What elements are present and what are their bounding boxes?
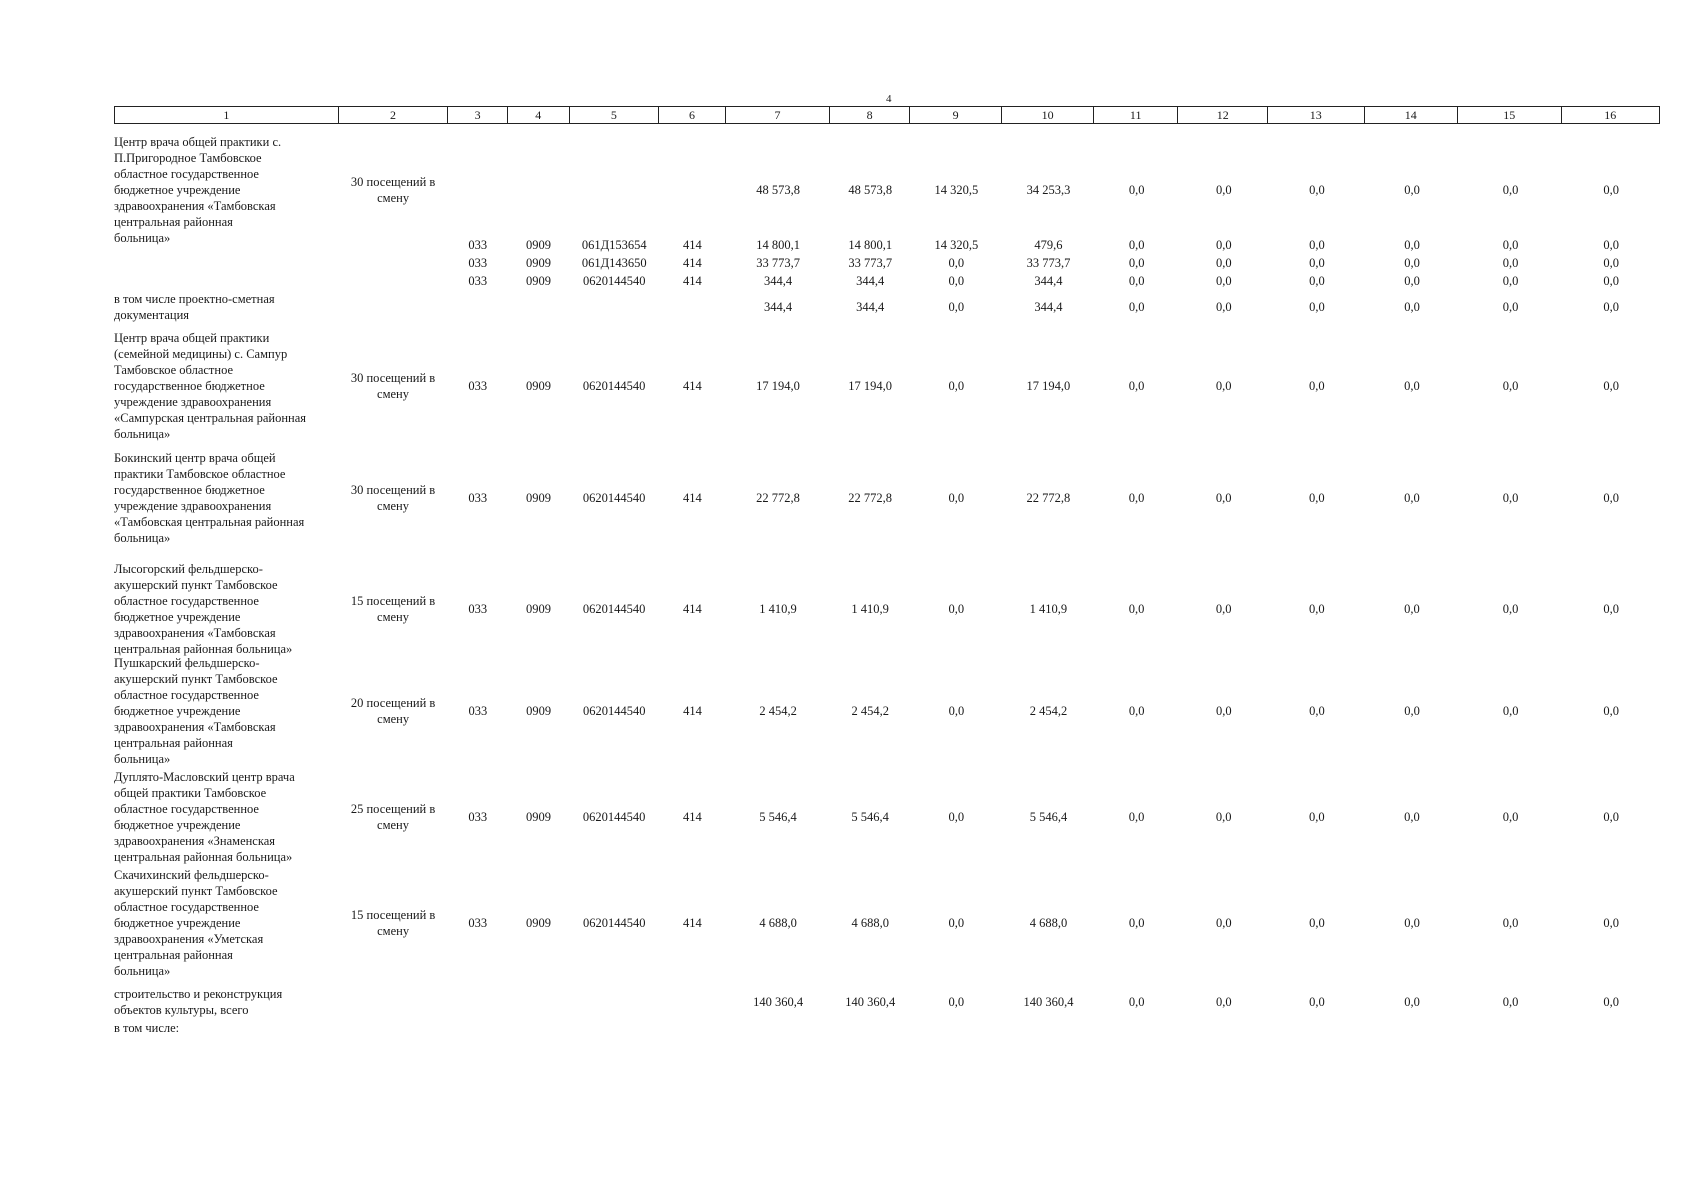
column-header-8: 8 [830,107,910,123]
amount-cell-col-13: 0,0 [1309,915,1325,930]
amount-cell-col-11: 0,0 [1128,703,1145,718]
amount-cell-col-12: 0,0 [1215,490,1232,505]
amount-cell-col-15: 0,0 [1502,809,1519,824]
amount-cell-col-15: 0,0 [1502,994,1519,1009]
column-header-4: 4 [508,107,570,123]
capacity-cell: 15 посещений в смену [350,908,436,938]
amount-cell-col-13: 0,0 [1309,809,1325,824]
section-code-cell: 0909 [526,703,552,718]
amount-cell-col-15: 0,0 [1502,490,1519,505]
amount-cell-col-10: 33 773,7 [1026,255,1071,270]
amount-cell-col-9: 0,0 [948,994,965,1009]
amount-cell-col-13: 0,0 [1309,703,1325,718]
amount-cell-col-7: 4 688,0 [759,915,797,930]
amount-cell-col-12: 0,0 [1215,182,1232,197]
column-header-1: 1 [115,107,339,123]
amount-cell-col-8: 344,4 [856,299,885,314]
section-code-cell: 0909 [525,809,551,824]
table-row [114,272,1660,290]
section-code-cell: 0909 [526,237,552,252]
column-header-3: 3 [448,107,508,123]
table-row [114,236,1660,254]
amount-cell-col-7: 48 573,8 [756,182,800,197]
amount-cell-col-16: 0,0 [1603,273,1620,288]
table-row [114,1019,1660,1037]
section-code-cell: 0909 [526,273,552,288]
table-row [114,254,1660,272]
amount-cell-col-7: 2 454,2 [759,703,797,718]
amount-cell-col-11: 0,0 [1128,490,1145,505]
amount-cell-col-7: 5 546,4 [759,809,797,824]
chapter-code-cell: 033 [468,915,488,930]
expense-type-cell: 414 [682,809,702,824]
amount-cell-col-12: 0,0 [1215,237,1232,252]
column-header-2: 2 [339,107,448,123]
amount-cell-col-7: 33 773,7 [756,255,800,270]
amount-cell-col-16: 0,0 [1603,237,1620,252]
amount-cell-col-8: 4 688,0 [851,915,889,930]
object-name-cell: Бокинский центр врача общей практики Тамбовское областное государственное бюджетное учреждение здравоохранения «Тамбовская центральная районная больница» [114,451,305,545]
object-name-cell: Лысогорский фельдшерско-акушерский пункт Тамбовское областное государственное бюджетное учреждение здравоохранения «Тамбовская центральная районная больница» [114,562,293,656]
amount-cell-col-7: 140 360,4 [753,994,804,1009]
amount-cell-col-13: 0,0 [1309,299,1325,314]
amount-cell-col-11: 0,0 [1128,915,1145,930]
amount-cell-col-7: 344,4 [764,273,793,288]
amount-cell-col-13: 0,0 [1309,994,1325,1009]
amount-cell-col-7: 1 410,9 [759,601,797,616]
amount-cell-col-7: 344,4 [764,299,793,314]
amount-cell-col-7: 22 772,8 [756,490,800,505]
chapter-code-cell: 033 [468,490,488,505]
amount-cell-col-7: 17 194,0 [756,378,800,393]
amount-cell-col-10: 34 253,3 [1026,182,1071,197]
amount-cell-col-16: 0,0 [1603,299,1620,314]
amount-cell-col-14: 0,0 [1404,915,1420,930]
section-code-cell: 0909 [526,915,552,930]
capacity-cell: 15 посещений в смену [350,594,436,624]
amount-cell-col-16: 0,0 [1603,915,1620,930]
table-row [114,772,1660,862]
amount-cell-col-14: 0,0 [1404,994,1420,1009]
amount-cell-col-9: 0,0 [948,601,965,616]
expense-type-cell: 414 [683,237,702,252]
amount-cell-col-14: 0,0 [1404,182,1420,197]
amount-cell-col-13: 0,0 [1309,237,1325,252]
chapter-code-cell: 033 [468,703,488,718]
amount-cell-col-10: 140 360,4 [1023,994,1074,1009]
amount-cell-col-14: 0,0 [1404,299,1420,314]
amount-cell-col-8: 17 194,0 [848,378,893,393]
amount-cell-col-15: 0,0 [1502,182,1519,197]
amount-cell-col-10: 344,4 [1034,273,1063,288]
amount-cell-col-8: 33 773,7 [848,255,893,270]
amount-cell-col-9: 0,0 [948,490,965,505]
expense-type-cell: 414 [683,273,702,288]
amount-cell-col-8: 140 360,4 [845,994,896,1009]
amount-cell-col-16: 0,0 [1603,182,1620,197]
amount-cell-col-11: 0,0 [1128,255,1145,270]
target-article-cell: 0620144540 [582,915,646,930]
amount-cell-col-8: 2 454,2 [851,703,889,718]
amount-cell-col-15: 0,0 [1502,703,1519,718]
capacity-cell: 30 посещений в смену [350,371,436,401]
amount-cell-col-12: 0,0 [1215,703,1232,718]
amount-cell-col-10: 344,4 [1034,299,1063,314]
section-code-cell: 0909 [525,601,551,616]
expense-type-cell: 414 [682,490,702,505]
chapter-code-cell: 033 [468,378,488,393]
column-header-5: 5 [570,107,660,123]
amount-cell-col-12: 0,0 [1215,273,1232,288]
amount-cell-col-9: 0,0 [948,809,965,824]
column-header-16: 16 [1604,108,1617,122]
amount-cell-col-15: 0,0 [1502,255,1519,270]
table-row [114,451,1660,545]
capacity-cell: 25 посещений в смену [350,802,436,832]
amount-cell-col-12: 0,0 [1215,994,1232,1009]
expense-type-cell: 414 [682,378,702,393]
expense-type-cell: 414 [683,915,702,930]
amount-cell-col-14: 0,0 [1404,490,1420,505]
amount-cell-col-11: 0,0 [1128,809,1145,824]
amount-cell-col-13: 0,0 [1309,490,1325,505]
object-name-cell: Центр врача общей практики (семейной медицины) с. Сампур Тамбовское областное государственное бюджетное учреждение здравоохранения «Сампурская центральная районная больница» [114,331,307,441]
amount-cell-col-10: 22 772,8 [1026,490,1071,505]
amount-cell-col-8: 22 772,8 [848,490,893,505]
amount-cell-col-15: 0,0 [1502,915,1519,930]
amount-cell-col-16: 0,0 [1603,809,1619,824]
object-name-cell: Пушкарский фельдшерско-акушерский пункт Тамбовское областное государственное бюджетное учреждение здравоохранения «Тамбовская центральная районная больница» [114,656,278,766]
chapter-code-cell: 033 [468,601,488,616]
table-row [114,984,1660,1020]
amount-cell-col-10: 479,6 [1034,237,1063,252]
expense-type-cell: 414 [683,255,702,270]
amount-cell-col-15: 0,0 [1502,237,1519,252]
capacity-cell: 30 посещений в смену [350,483,436,513]
column-number-header [114,106,1660,124]
column-header-7: 7 [726,107,830,123]
amount-cell-col-11: 0,0 [1128,237,1145,252]
object-name-cell: Скачихинский фельдшерско-акушерский пункт Тамбовское областное государственное бюджетное учреждение здравоохранения «Уметская центральная районная больница» [114,868,278,978]
section-code-cell: 0909 [525,490,551,505]
amount-cell-col-12: 0,0 [1215,299,1232,314]
column-header-13: 13 [1268,107,1365,123]
amount-cell-col-13: 0,0 [1309,378,1325,393]
target-article-cell: 0620144540 [582,809,646,824]
target-article-cell: 0620144540 [583,703,646,718]
amount-cell-col-13: 0,0 [1309,601,1325,616]
column-header-12: 12 [1178,107,1268,123]
table-row [114,561,1660,657]
chapter-code-cell: 033 [468,273,488,288]
amount-cell-col-8: 48 573,8 [848,182,893,197]
amount-cell-col-11: 0,0 [1128,994,1145,1009]
chapter-code-cell: 033 [468,237,488,252]
amount-cell-col-16: 0,0 [1603,378,1619,393]
amount-cell-col-7: 14 800,1 [756,237,800,252]
column-header-6: 6 [659,107,726,123]
amount-cell-col-13: 0,0 [1309,182,1325,197]
amount-cell-col-16: 0,0 [1603,703,1620,718]
amount-cell-col-8: 1 410,9 [851,601,889,616]
page-number: 4 [886,93,892,105]
amount-cell-col-8: 5 546,4 [851,809,889,824]
amount-cell-col-13: 0,0 [1309,255,1325,270]
amount-cell-col-14: 0,0 [1404,809,1420,824]
amount-cell-col-9: 0,0 [948,273,965,288]
column-header-10: 10 [1002,107,1094,123]
amount-cell-col-12: 0,0 [1215,601,1232,616]
object-name-cell: в том числе проектно-сметная документация [114,292,275,322]
amount-cell-col-14: 0,0 [1404,255,1420,270]
target-article-cell: 0620144540 [582,378,646,393]
amount-cell-col-8: 344,4 [856,273,885,288]
expense-type-cell: 414 [683,703,702,718]
amount-cell-col-16: 0,0 [1603,994,1620,1009]
column-header-14: 14 [1365,107,1459,123]
amount-cell-col-11: 0,0 [1128,182,1145,197]
amount-cell-col-11: 0,0 [1128,299,1145,314]
target-article-cell: 0620144540 [582,490,646,505]
budget-table [114,106,1660,1035]
amount-cell-col-9: 0,0 [948,378,965,393]
table-row [114,656,1660,766]
amount-cell-col-12: 0,0 [1215,809,1232,824]
amount-cell-col-10: 17 194,0 [1026,378,1071,393]
amount-cell-col-15: 0,0 [1502,601,1519,616]
amount-cell-col-10: 5 546,4 [1029,809,1068,824]
amount-cell-col-10: 4 688,0 [1029,915,1068,930]
column-header-9: 9 [910,107,1003,123]
object-name-cell: Центр врача общей практики с. П.Пригородное Тамбовское областное государственное бюджетное учреждение здравоохранения «Тамбовская центральная районная больница» [114,135,282,245]
object-name-cell: Дуплято-Масловский центр врача общей практики Тамбовское областное государственное бюджетное учреждение здравоохранения «Знаменская центральная районная больница» [114,770,295,864]
amount-cell-col-14: 0,0 [1404,237,1420,252]
target-article-cell: 061Д153654 [581,237,647,252]
table-row [114,868,1660,978]
column-header-11: 11 [1094,107,1179,123]
amount-cell-col-9: 14 320,5 [934,182,979,197]
amount-cell-col-16: 0,0 [1603,601,1619,616]
object-name-cell: в том числе: [114,1021,180,1035]
amount-cell-col-8: 14 800,1 [848,237,893,252]
amount-cell-col-14: 0,0 [1404,703,1420,718]
amount-cell-col-9: 14 320,5 [934,237,979,252]
amount-cell-col-10: 2 454,2 [1029,703,1068,718]
amount-cell-col-14: 0,0 [1404,378,1420,393]
column-header-15: 15 [1458,107,1561,123]
amount-cell-col-16: 0,0 [1603,490,1619,505]
table-row [114,331,1660,441]
chapter-code-cell: 033 [468,809,488,824]
amount-cell-col-15: 0,0 [1502,273,1519,288]
amount-cell-col-16: 0,0 [1603,255,1620,270]
capacity-cell: 30 посещений в смену [350,175,436,205]
amount-cell-col-11: 0,0 [1128,601,1145,616]
amount-cell-col-9: 0,0 [948,915,965,930]
amount-cell-col-14: 0,0 [1404,273,1420,288]
amount-cell-col-13: 0,0 [1309,273,1325,288]
amount-cell-col-14: 0,0 [1404,601,1420,616]
amount-cell-col-10: 1 410,9 [1029,601,1068,616]
capacity-cell: 20 посещений в смену [350,696,436,726]
chapter-code-cell: 033 [468,255,488,270]
target-article-cell: 061Д143650 [581,255,647,270]
amount-cell-col-9: 0,0 [948,255,965,270]
target-article-cell: 0620144540 [582,273,646,288]
amount-cell-col-15: 0,0 [1502,378,1519,393]
amount-cell-col-11: 0,0 [1128,378,1145,393]
amount-cell-col-9: 0,0 [948,703,965,718]
amount-cell-col-15: 0,0 [1502,299,1519,314]
target-article-cell: 0620144540 [582,601,646,616]
amount-cell-col-12: 0,0 [1215,378,1232,393]
amount-cell-col-11: 0,0 [1128,273,1145,288]
amount-cell-col-12: 0,0 [1215,255,1232,270]
object-name-cell: строительство и реконструкция объектов культуры, всего [114,987,283,1017]
section-code-cell: 0909 [526,255,552,270]
amount-cell-col-9: 0,0 [948,299,965,314]
table-row [114,290,1660,324]
section-code-cell: 0909 [525,378,551,393]
expense-type-cell: 414 [682,601,702,616]
amount-cell-col-12: 0,0 [1215,915,1232,930]
